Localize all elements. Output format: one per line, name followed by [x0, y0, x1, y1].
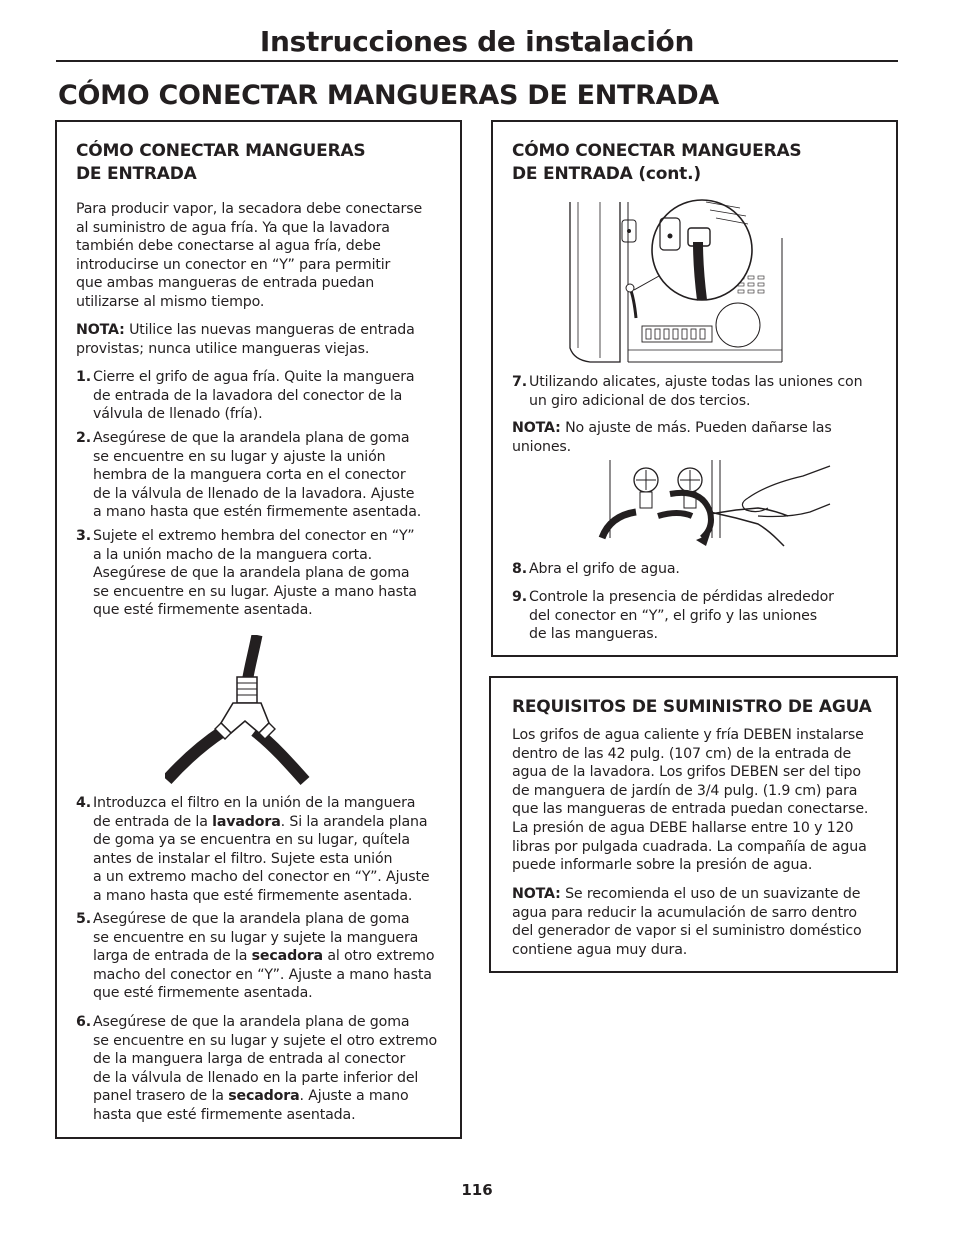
water-supply-body: Los grifos de agua caliente y fría DEBEN instalarse dentro de las 42 pulg. (107 cm) de la entrada de agua de la lavadora. Los grifos DEBEN ser del tipo de manguera de jardín de 3/4 pulg. (1.9 cm) para que las mangueras de entrada puedan conectarse. La presión de agua DEBE hallarse entre 10 y 120 libras por pulgada cuadrada. La compañía de agua puede informarle sobre la presión de agua. — [512, 727, 869, 874]
step-5: 5. Asegúrese de que la arandela plana de goma se encuentre en su lugar y sujete la manguera larga de entrada de la secadora al otro extremo macho del conector en “Y”. Ajuste a mano hasta que esté firmemente asentada. — [76, 911, 435, 1002]
step-6: 6. Asegúrese de que la arandela plana de goma se encuentre en su lugar y sujete el otro extremo de la manguera larga de entrada al conector de la válvula de llenado en la parte inferior del panel trasero de la secadora. Ajuste a mano hasta que esté firmemente asentada. — [76, 1014, 438, 1123]
step-2: 2. Asegúrese de que la arandela plana de goma se encuentre en su lugar y ajuste la unión hembra de la manguera corta en el conector de la válvula de llenado de la lavadora. Ajuste a mano hasta que estén firmemente asentada. — [76, 430, 422, 521]
page-number: 116 — [461, 1181, 493, 1199]
right-note: NOTA: No ajuste de más. Pueden dañarse las uniones. — [512, 420, 832, 455]
left-note: NOTA: Utilice las nuevas mangueras de entrada provistas; nunca utilice mangueras viejas. — [76, 322, 415, 357]
header-rule — [56, 60, 898, 62]
note-label: NOTA: — [512, 886, 561, 902]
step-4: 4. Introduzca el filtro en la unión de la manguera de entrada de la lavadora. Si la arandela plana de goma ya se encuentra en su lugar, quítela antes de instalar el filtro. Sujete esta unión a un extremo macho del conector en “Y”. Ajuste a mano hasta que esté firmemente asentada. — [76, 795, 430, 904]
note-label: NOTA: — [512, 420, 561, 436]
water-supply-title: REQUISITOS DE SUMINISTRO DE AGUA — [512, 697, 872, 717]
step-8: 8. Abra el grifo de agua. — [512, 561, 680, 577]
page-header-title: Instrucciones de instalación — [259, 25, 695, 58]
step-9: 9. Controle la presencia de pérdidas alrededor del conector en “Y”, el grifo y las uniones de las mangueras. — [512, 589, 834, 643]
left-box-title: CÓMO CONECTAR MANGUERAS DE ENTRADA — [76, 141, 366, 184]
dryer-back-illustration — [560, 198, 785, 368]
step-3: 3. Sujete el extremo hembra del conector en “Y” a la unión macho de la manguera corta. Asegúrese de que la arandela plana de goma se encuentre en su lugar. Ajuste a mano hasta que esté firmemente asentada. — [76, 528, 417, 619]
y-connector-illustration — [165, 635, 325, 785]
step-7: 7. Utilizando alicates, ajuste todas las uniones con un giro adicional de dos tercios. — [512, 374, 863, 409]
step-1: 1. Cierre el grifo de agua fría. Quite la manguera de entrada de la lavadora del conector de la válvula de llenado (fría). — [76, 369, 415, 423]
pliers-illustration — [598, 458, 833, 556]
right-box-title: CÓMO CONECTAR MANGUERAS DE ENTRADA (cont.) — [512, 141, 802, 184]
water-supply-note: NOTA: Se recomienda el uso de un suavizante de agua para reducir la acumulación de sarro dentro del generador de vapor si el suministro doméstico contiene agua muy dura. — [512, 886, 862, 958]
note-label: NOTA: — [76, 322, 125, 338]
section-title: CÓMO CONECTAR MANGUERAS DE ENTRADA — [58, 80, 719, 111]
left-intro-paragraph: Para producir vapor, la secadora debe conectarse al suministro de agua fría. Ya que la lavadora también debe conectarse al agua fría, debe introducirse un conector en “Y” para permitir que ambas mangueras de entrada puedan utilizarse al mismo tiempo. — [76, 201, 423, 310]
